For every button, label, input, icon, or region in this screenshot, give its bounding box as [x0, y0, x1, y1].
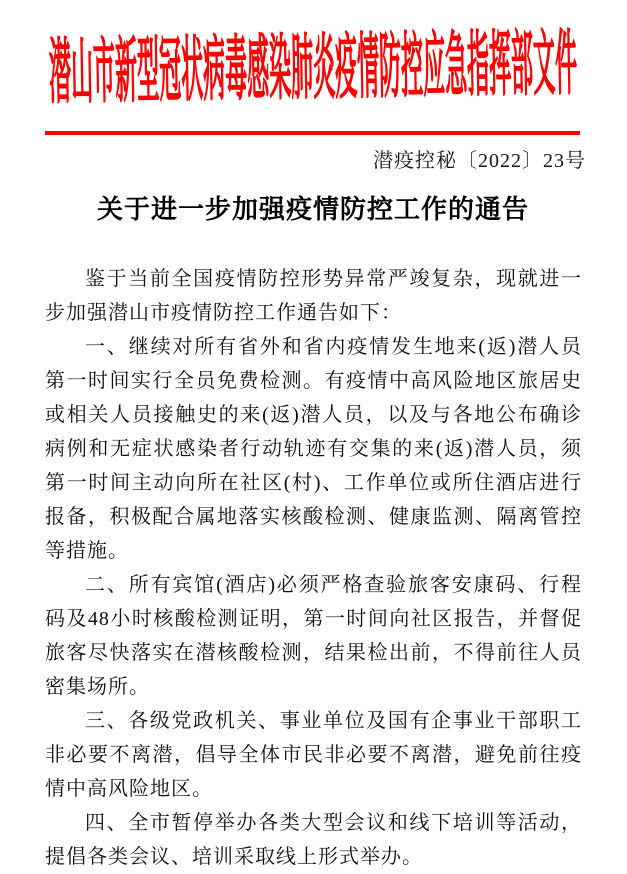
document-reference-number: 潜疫控秘〔2022〕23号 [373, 150, 586, 172]
document-title: 关于进一步加强疫情防控工作的通告 [96, 194, 529, 224]
document-header-banner [0, 19, 627, 113]
body-paragraph-item-1: 一、继续对所有省外和省内疫情发生地来(返)潜人员第一时间实行全员免费检测。有疫情中高风险地区旅居史或相关人员接触史的来(返)潜人员，以及与各地公布确诊病例和无症状感染者行动轨迹有交集的来(返)潜人员，须第一时间主动向所在社区(村)、工作单位或所住酒店进行报备，积极配合属地落实核酸检测、健康监测、隔离管控等措施。 [45, 336, 582, 562]
body-paragraph-intro: 鉴于当前全国疫情防控形势异常严竣复杂，现就进一步加强潜山市疫情防控工作通告如下： [45, 268, 582, 324]
issuing-authority-letterhead: 潜山市新型冠状病毒感染肺炎疫情防控应急指挥部文件 [48, 22, 578, 113]
scanned-document-page [0, 22, 626, 868]
body-paragraph-item-2: 二、所有宾馆(酒店)必须严格查验旅客安康码、行程码及48小时核酸检测证明，第一时间向社区报告，并督促旅客尽快落实在潜核酸检测，结果检出前，不得前往人员密集场所。 [45, 574, 582, 698]
red-divider-line [45, 131, 580, 135]
body-paragraph-item-3: 三、各级党政机关、事业单位及国有企事业干部职工非必要不离潜，倡导全体市民非必要不离潜，避免前往疫情中高风险地区。 [45, 710, 582, 800]
document-body [45, 262, 582, 874]
body-paragraph-item-4: 四、全市暂停举办各类大型会议和线下培训等活动，提倡各类会议、培训采取线上形式举办。 [45, 812, 582, 868]
